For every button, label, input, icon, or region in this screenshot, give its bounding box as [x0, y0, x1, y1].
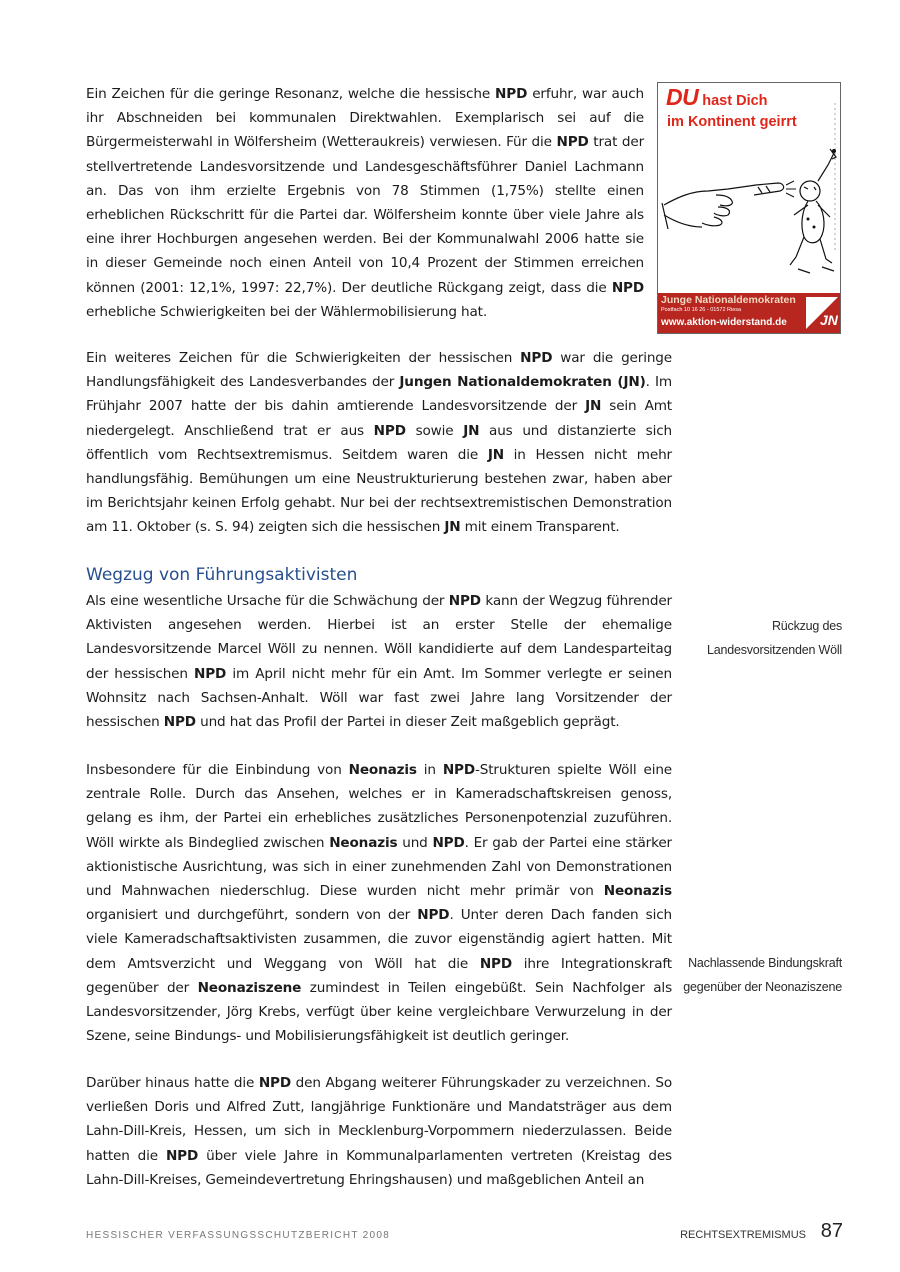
bold-term: NPD	[448, 593, 481, 609]
bold-term: Neonazis	[603, 883, 672, 900]
bold-term: NPD	[194, 665, 227, 682]
page-number: 87	[820, 1220, 843, 1242]
margin-note-rueckzug	[642, 614, 842, 662]
margin-note-line: gegenüber der Neonaziszene	[683, 980, 842, 994]
footer-section: RECHTSEXTREMISMUS	[680, 1229, 806, 1241]
paragraph-neonazi-einbindung: Insbesondere für die Einbindung von Neonazis in NPD-Strukturen spielte Wöll eine zentrale Rolle. Durch das Ansehen, welches er in Kameradschaftskreisen genoss, gelang es ihm, der Partei ein erhebliches zusätzliches Personenpotenzial zuzuführen. Wöll wirkte als Bindeglied zwischen Neonazis und NPD. Er gab der Partei eine stärker aktionistische Ausrichtung, was sich in einer zunehmenden Zahl von Demonstrationen und Mahnwachen niederschlug. Diese wurden nicht mehr primär von Neonazis organisiert und durchgeführt, sondern von der NPD. Unter deren Dach fanden sich viele Kameradschaftsaktivisten zusammen, die zuvor eigenständig agiert hatten. Mit dem Amtsverzicht und Weggang von Wöll hat die NPD ihre Integrationskraft gegenüber der Neonaziszene zumindest in Teilen eingebüßt. Sein Nachfolger als Landesvorsitzender, Jörg Krebs, verfügt über keine vergleichbare Verwurzelung in der Szene, seine Bindungs- und Mobilisierungsfähigkeit ist deutlich geringer.	[86, 762, 673, 1045]
margin-note-bindungskraft	[642, 951, 842, 999]
bold-term: NPD	[520, 350, 553, 366]
bold-term: JN	[463, 422, 480, 439]
banner-title: Junge Nationaldemokraten	[661, 294, 796, 306]
bold-term: NPD	[258, 1075, 292, 1091]
poster-headline	[666, 84, 836, 133]
paragraph-jn-landesverband: Ein weiteres Zeichen für die Schwierigkeiten der hessischen NPD war die geringe Handlungsfähigkeit des Landesverbandes der Jungen Nationaldemokraten (JN). Im Frühjahr 2007 hatte der bis dahin amtierende Landesvorsitzende der JN sein Amt niedergelegt. Anschließend trat er aus NPD sowie JN aus und distanzierte sich öffentlich vom Rechtsextremismus. Seitdem waren die JN in Hessen nicht mehr handlungsfähig. Bemühungen um eine Neustrukturierung bestehen zwar, haben aber im Berichtsjahr keinen Erfolg gehabt. Nur bei der rechtsextremistischen Demonstration am 11. Oktober (s. S. 94) zeigten sich die hessischen JN mit einem Transparent.	[86, 350, 673, 536]
bold-term: NPD	[495, 86, 528, 102]
poster-banner	[658, 293, 840, 333]
section-heading: Wegzug von Führungsaktivisten	[86, 565, 358, 585]
poster-headline-line2: im Kontinent geirrt	[667, 114, 797, 130]
banner-address: Postfach 10 16 26 - 01572 Riesa	[661, 307, 742, 313]
bold-term: JN	[444, 519, 461, 536]
bold-term: NPD	[165, 1147, 199, 1164]
bold-term: Jungen Nationaldemokraten (JN)	[399, 374, 646, 391]
banner-url: www.aktion-widerstand.de	[661, 317, 787, 328]
jn-logo-icon	[806, 297, 838, 329]
jn-logo-text: JN	[820, 312, 838, 328]
bold-term: NPD	[373, 422, 406, 439]
jn-poster-image	[657, 82, 841, 334]
poster-headline-du: DU	[666, 84, 699, 110]
bold-term: Neonazis	[348, 762, 417, 778]
poster-headline-rest: hast Dich	[702, 93, 768, 109]
pointing-hand-illustration	[658, 145, 840, 293]
bold-term: Neonazis	[329, 834, 398, 851]
paragraph-wegzug-woell: Als eine wesentliche Ursache für die Schwächung der NPD kann der Wegzug führender Aktivisten angesehen werden. Hierbei ist an erster Stelle der ehemalige Landesvorsitzende Marcel Wöll zu nennen. Wöll kandidierte auf dem Landesparteitag der hessischen NPD im April nicht mehr für ein Amt. Im Sommer verlegte er seinen Wohnsitz nach Sachsen-Anhalt. Wöll war fast zwei Jahre lang Vorsitzender der hessischen NPD und hat das Profil der Partei in dieser Zeit maßgeblich geprägt.	[86, 593, 672, 731]
bold-term: NPD	[432, 834, 465, 851]
paragraph-abgang-fuehrungskader: Darüber hinaus hatte die NPD den Abgang weiterer Führungskader zu verzeichnen. So verließen Doris und Alfred Zutt, langjährige Funktionäre und Mandatsträger aus dem Lahn-Dill-Kreis, Hessen, um sich in Mecklenburg-Vorpommern niederzulassen. Beide hatten die NPD über viele Jahre in Kommunalparlamenten vertreten (Kreistag des Lahn-Dill-Kreises, Gemeindevertretung Ehringshausen) und maßgeblichen Anteil an	[86, 1075, 672, 1188]
margin-note-line: Rückzug des	[771, 619, 842, 633]
bold-term: JN	[585, 398, 602, 415]
bold-term: NPD	[417, 907, 450, 924]
bold-term: JN	[487, 446, 504, 463]
margin-note-line: Landesvorsitzenden Wöll	[706, 643, 842, 657]
bold-term: NPD	[556, 134, 589, 151]
bold-term: NPD	[611, 279, 644, 296]
bold-term: NPD	[479, 955, 512, 972]
margin-note-line: Nachlassende Bindungskraft	[688, 956, 842, 970]
paragraph-wahlresonanz: Ein Zeichen für die geringe Resonanz, welche die hessische NPD erfuhr, war auch ihr Abschneiden bei kommunalen Direktwahlen. Exemplarisch sei auf die Bürgermeisterwahl in Wölfersheim (Wetteraukreis) verwiesen. Für die NPD trat der stellvertretende Landesvorsitzende und Landesgeschäftsführer Daniel Lachmann an. Das von ihm erzielte Ergebnis von 78 Stimmen (1,75%) stellte einen erheblichen Rückschritt für die Partei dar. Wölfersheim konnte über viele Jahre als eine ihrer Hochburgen angesehen werden. Bei der Kommunalwahl 2006 hatte sie in dieser Gemeinde noch einen Anteil von 10,4 Prozent der Stimmen erreichen können (2001: 12,1%, 1997: 22,7%). Der deutliche Rückgang zeigt, dass die NPD erhebliche Schwierigkeiten bei der Wählermobilisierung hat.	[86, 86, 645, 320]
bold-term: Neonaziszene	[197, 979, 302, 996]
bold-term: NPD	[163, 714, 196, 731]
bold-term: NPD	[442, 762, 475, 778]
footer-publication: HESSISCHER VERFASSUNGSSCHUTZBERICHT 2008	[86, 1230, 391, 1241]
